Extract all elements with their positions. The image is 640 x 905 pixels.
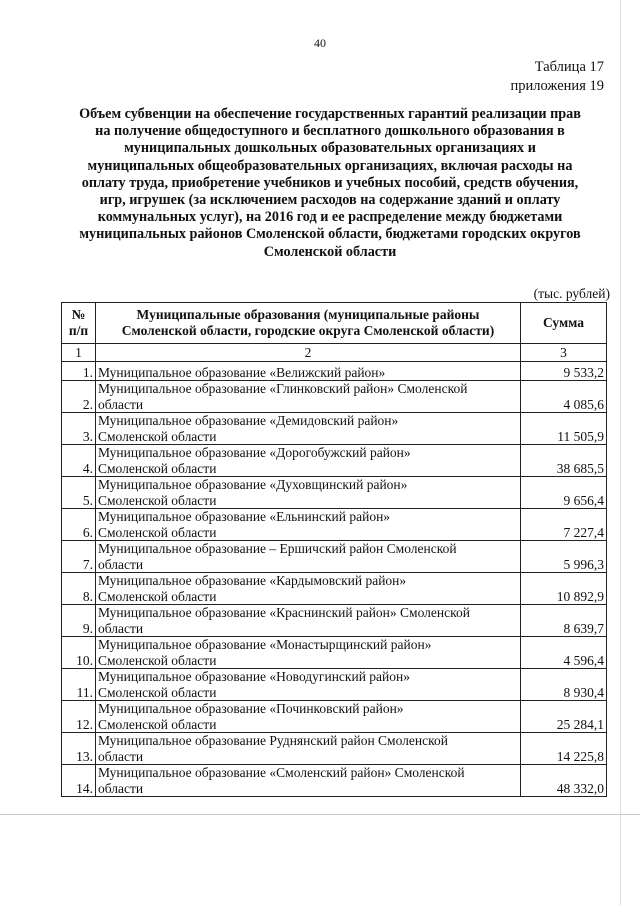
title-line: игр, игрушек (за исключением расходов на содержание зданий и оплату xyxy=(99,192,561,209)
table-row xyxy=(62,362,607,381)
municipality-name-line2: области xyxy=(98,780,144,796)
municipality-name-line1: Муниципальное образование «Духовщинский район» xyxy=(98,477,408,492)
municipality-name xyxy=(96,477,521,509)
header-number: № п/п xyxy=(62,303,96,344)
municipality-name-line2: Смоленской области xyxy=(98,716,217,732)
subvention-amount: 7 227,4 xyxy=(521,509,607,541)
unit-label: (тыс. рублей) xyxy=(533,286,610,301)
municipality-name-line2: Смоленской области xyxy=(98,652,217,668)
subvention-amount: 11 505,9 xyxy=(521,413,607,445)
municipality-name xyxy=(96,413,521,445)
municipality-name-line1: Муниципальное образование «Монастырщинский район» xyxy=(98,637,432,652)
subvention-amount: 10 892,9 xyxy=(521,573,607,605)
municipality-name xyxy=(96,701,521,733)
table-ref-line2: приложения 19 xyxy=(510,78,604,94)
municipality-name-line1: Муниципальное образование «Глинковский район» Смоленской xyxy=(98,381,468,396)
row-number: 9. xyxy=(62,605,96,637)
subvention-amount: 8 930,4 xyxy=(521,669,607,701)
municipality-name-line1: Муниципальное образование «Смоленский район» Смоленской xyxy=(98,765,465,780)
table-row xyxy=(62,701,607,733)
title-line: на получение общедоступного и бесплатного дошкольного образования в xyxy=(95,123,565,140)
title-line: Объем субвенции на обеспечение государственных гарантий реализации прав xyxy=(79,106,581,122)
subvention-table xyxy=(61,302,607,797)
table-row xyxy=(62,541,607,573)
table-row xyxy=(62,381,607,413)
title-line: муниципальных районов Смоленской области, бюджетами городских округов xyxy=(79,226,581,243)
row-number: 8. xyxy=(62,573,96,605)
municipality-name-line2: области xyxy=(98,556,144,572)
municipality-name xyxy=(96,509,521,541)
municipality-name-line2: Смоленской области xyxy=(98,460,217,476)
table-reference xyxy=(511,58,604,96)
municipality-name-line1: Муниципальное образование «Кардымовский район» xyxy=(98,573,407,588)
subvention-amount: 38 685,5 xyxy=(521,445,607,477)
table-header-row xyxy=(62,303,607,344)
municipality-name-line2: Смоленской области xyxy=(98,492,217,508)
municipality-name-line2: области xyxy=(98,396,144,412)
table-row xyxy=(62,669,607,701)
municipality-name xyxy=(96,381,521,413)
row-number: 14. xyxy=(62,765,96,797)
title-line: муниципальных общеобразовательных организациях, включая расходы на xyxy=(87,157,573,174)
row-number: 13. xyxy=(62,733,96,765)
municipality-name-line2: Смоленской области xyxy=(98,588,217,604)
municipality-name-line1: Муниципальное образование «Ельнинский район» xyxy=(98,509,391,524)
column-numbers-row xyxy=(62,344,607,362)
subvention-amount: 14 225,8 xyxy=(521,733,607,765)
row-number: 4. xyxy=(62,445,96,477)
table-row xyxy=(62,765,607,797)
document-title xyxy=(50,106,610,261)
municipality-name xyxy=(96,669,521,701)
table-row xyxy=(62,445,607,477)
subvention-amount: 4 596,4 xyxy=(521,637,607,669)
scan-fold-line xyxy=(0,814,640,815)
table-row xyxy=(62,573,607,605)
row-number: 12. xyxy=(62,701,96,733)
municipality-name-line1: Муниципальное образование «Велижский район» xyxy=(98,364,386,380)
municipality-name-line2: Смоленской области xyxy=(98,524,217,540)
municipality-name xyxy=(96,541,521,573)
municipality-name-line1: Муниципальное образование – Ершичский район Смоленской xyxy=(98,541,457,556)
subvention-amount: 48 332,0 xyxy=(521,765,607,797)
row-number: 10. xyxy=(62,637,96,669)
row-number: 5. xyxy=(62,477,96,509)
title-line: оплату труда, приобретение учебников и учебных пособий, средств обучения, xyxy=(81,174,579,191)
table-row xyxy=(62,605,607,637)
subvention-amount: 8 639,7 xyxy=(521,605,607,637)
column-number-3: 3 xyxy=(521,344,607,362)
municipality-name xyxy=(96,637,521,669)
subvention-amount: 25 284,1 xyxy=(521,701,607,733)
table-row xyxy=(62,637,607,669)
municipality-name xyxy=(96,445,521,477)
municipality-name xyxy=(96,605,521,637)
table-row xyxy=(62,733,607,765)
page-number: 40 xyxy=(314,36,326,50)
row-number: 2. xyxy=(62,381,96,413)
subvention-amount: 9 656,4 xyxy=(521,477,607,509)
municipality-name-line2: Смоленской области xyxy=(98,428,217,444)
row-number: 1. xyxy=(62,362,96,381)
table-ref-line1: Таблица 17 xyxy=(534,59,604,75)
municipality-name-line1: Муниципальное образование «Новодугинский район» xyxy=(98,669,410,684)
municipality-name-line1: Муниципальное образование «Дорогобужский район» xyxy=(98,445,411,460)
row-number: 6. xyxy=(62,509,96,541)
municipality-name xyxy=(96,362,521,381)
municipality-name-line2: области xyxy=(98,748,144,764)
municipality-name-line2: области xyxy=(98,620,144,636)
municipality-name xyxy=(96,765,521,797)
table-row xyxy=(62,509,607,541)
table-row xyxy=(62,477,607,509)
municipality-name-line1: Муниципальное образование «Починковский район» xyxy=(98,701,404,716)
subvention-amount: 9 533,2 xyxy=(521,362,607,381)
row-number: 7. xyxy=(62,541,96,573)
row-number: 11. xyxy=(62,669,96,701)
subvention-amount: 5 996,3 xyxy=(521,541,607,573)
municipality-name xyxy=(96,733,521,765)
municipality-name-line1: Муниципальное образование Руднянский район Смоленской xyxy=(98,733,448,748)
header-sum: Сумма xyxy=(521,303,607,344)
column-number-1: 1 xyxy=(62,344,96,362)
row-number: 3. xyxy=(62,413,96,445)
title-line: муниципальных дошкольных образовательных организациях и xyxy=(124,140,536,157)
table-row xyxy=(62,413,607,445)
title-line: Смоленской области xyxy=(263,243,397,260)
municipality-name-line2: Смоленской области xyxy=(98,684,217,700)
title-line: коммунальных услуг), на 2016 год и ее распределение между бюджетами xyxy=(97,209,563,226)
municipality-name-line1: Муниципальное образование «Краснинский район» Смоленской xyxy=(98,605,470,620)
municipality-name-line1: Муниципальное образование «Демидовский район» xyxy=(98,413,399,428)
subvention-amount: 4 085,6 xyxy=(521,381,607,413)
municipality-name xyxy=(96,573,521,605)
column-number-2: 2 xyxy=(96,344,521,362)
scan-edge-line xyxy=(620,0,621,905)
header-municipality: Муниципальные образования (муниципальные районы Смоленской области, городские округа Смоленской области) xyxy=(96,303,521,344)
